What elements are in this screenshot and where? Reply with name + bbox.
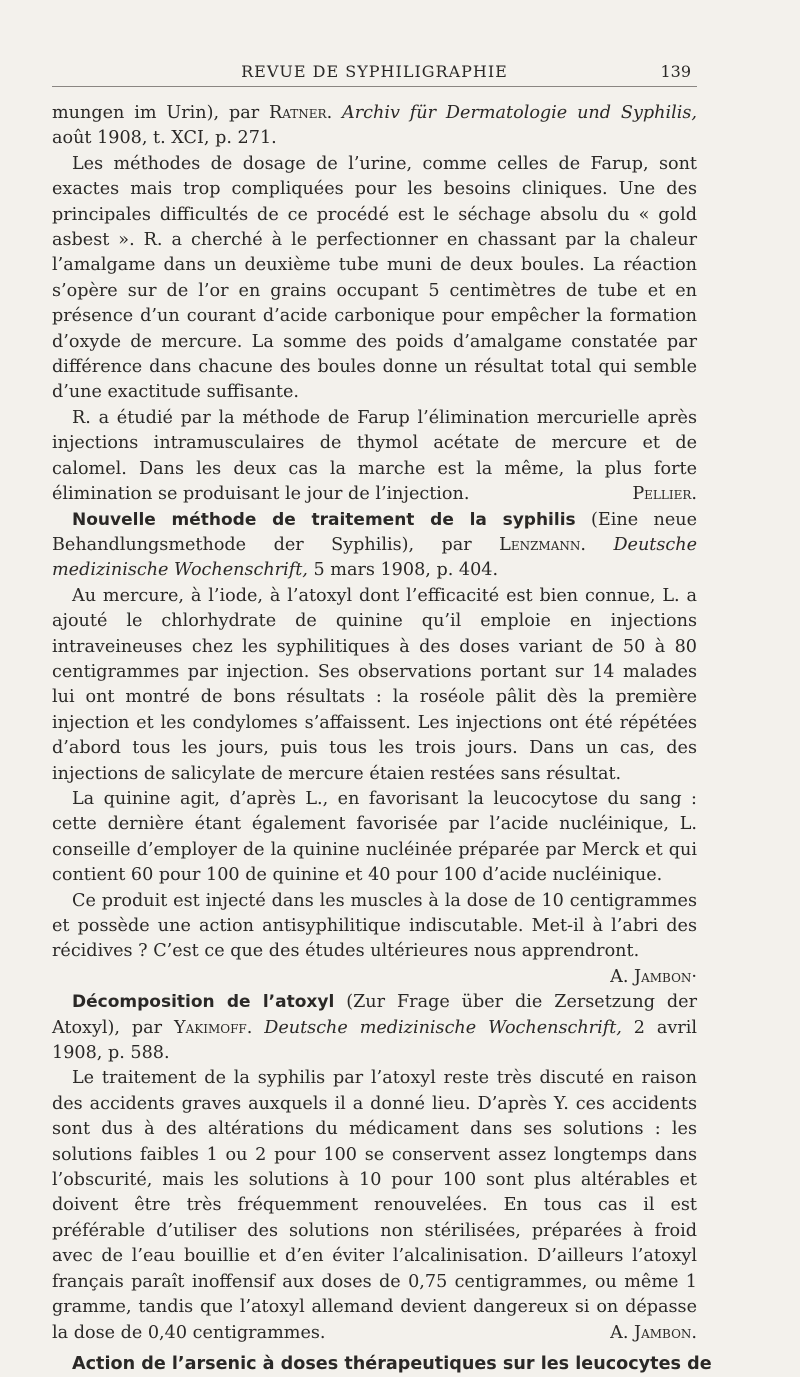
text: (Eine neue Behandlungsmethode der Syphilis), par — [52, 509, 697, 555]
text: Le traitement de la syphilis par l’atoxyl reste très discuté en raison des accidents graves auxquels il a donné lieu. D’après Y. ces accidents sont dus à des altérations du médicament dans ses solutions : les solutions faibles 1 ou 2 pour 100 se conservent assez longtemps dans l’obscurité, mais les solutions à 10 pour 100 sont plus altérables et doivent être très fréquemment renouvelées. En tous cas il est préférable d’utiliser des solutions non stérilisées, préparées à froid avec de l’eau bouillie et d’en éviter l’alcalinisation. D’ailleurs l’atoxyl français paraît inoffensif aux doses de 0,75 centigrammes, ou même 1 gramme, tandis que l’atoxyl allemand devient dangereux si on dépasse la dose de 0,40 centigrammes. — [52, 1068, 697, 1343]
text: août 1908, t. XCI, p. 271. — [52, 128, 277, 149]
author-name: Yakimoff — [173, 1017, 247, 1038]
text: mungen im Urin), par — [52, 103, 269, 123]
page-number: 139 — [660, 62, 691, 81]
paragraph: Les méthodes de dosage de l’urine, comme celles de Farup, sont exactes mais trop compliquées pour les besoins cliniques. Une des principales difficultés de ce procédé est le séchage absolu du « gold asbest ». R. a cherché à le perfectionner en chassant par la chaleur l’amalgame dans un deuxième tube muni de deux boules. La réaction s’opère sur de l’or en grains occupant 5 centimètres de tube et en présence d’un courant d’acide carbonique pour empêcher la formation d’oxyde de mercure. La somme des poids d’amalgame constatée par différence dans chacune des boules donne un résultat total qui semble d’une exactitude suffisante. — [52, 153, 697, 403]
text: . — [326, 103, 343, 123]
paragraph — [52, 889, 697, 987]
section-heading: Action de l’arsenic à doses thérapeutiques sur les leucocytes de — [72, 1353, 712, 1374]
journal-name: Deutsche medizinische Wochenschrift, — [52, 534, 697, 581]
page — [52, 52, 712, 1377]
journal-name: Archiv für Dermatologie und Syphilis, — [342, 103, 697, 123]
text: 2 avril 1908, p. 588. — [52, 1017, 697, 1064]
text: . — [246, 1017, 265, 1038]
journal-title: REVUE DE SYPHILIGRAPHIE — [241, 62, 508, 81]
text: R. a étudié par la méthode de Farup l’élimination mercurielle après injections intramusculaires de thymol acétate de mercure et de calomel. Dans les deux cas la marche est la même, la plus forte élimination se produisant le jour de l’injection. — [52, 407, 697, 505]
text: (Zur Frage über die Zersetzung der Atoxyl), par — [52, 992, 697, 1038]
paragraph: La quinine agit, d’après L., en favorisant la leucocytose du sang : cette dernière étant également favorisée par l’acide nucléinique, L. conseille d’employer de la quinine nucléinée préparée par Merck et qui contient 60 pour 100 de quinine et 40 pour 100 d’acide nucléinique. — [52, 788, 697, 886]
paragraph — [52, 406, 697, 508]
section-heading: Décomposition de l’atoxyl — [72, 992, 335, 1013]
author-name: Lenzmann — [499, 534, 581, 555]
section-citation — [52, 990, 697, 1066]
author-signature: A. Jambon. — [610, 1322, 697, 1343]
author-name: Ratner — [269, 103, 327, 123]
section-heading: Nouvelle méthode de traitement de la syphilis — [72, 509, 576, 530]
section-citation — [52, 508, 697, 584]
paragraph-citation-continued — [52, 101, 697, 152]
author-signature: A. Jambon· — [610, 966, 697, 987]
running-header — [52, 52, 697, 87]
author-signature: Pellier. — [632, 484, 697, 505]
paragraph — [52, 1066, 697, 1345]
text: 5 mars 1908, p. 404. — [307, 560, 499, 581]
journal-name: Deutsche medizinische Wochenschrift, — [264, 1017, 622, 1038]
text: Ce produit est injecté dans les muscles à la dose de 10 centigrammes et possède une action antisyphilitique indiscutable. Met-il à l’abri des récidives ? C’est ce que des études ultérieures nous apprendront. — [52, 890, 697, 962]
text: . — [580, 534, 614, 555]
article-body — [52, 101, 712, 1377]
paragraph: Au mercure, à l’iode, à l’atoxyl dont l’efficacité est bien connue, L. a ajouté le chlorhydrate de quinine qu’il emploie en injections intraveineuses chez les syphilitiques à des doses variant de 50 à 80 centigrammes par injection. Ses observations portant sur 14 malades lui ont montré de bons résultats : la roséole pâlit dès la première injection et les condylomes s’affaissent. Les injections ont été répétées d’abord tous les jours, puis tous les trois jours. Dans un cas, des injections de salicylate de mercure étaien restées sans résultat. — [52, 585, 697, 784]
